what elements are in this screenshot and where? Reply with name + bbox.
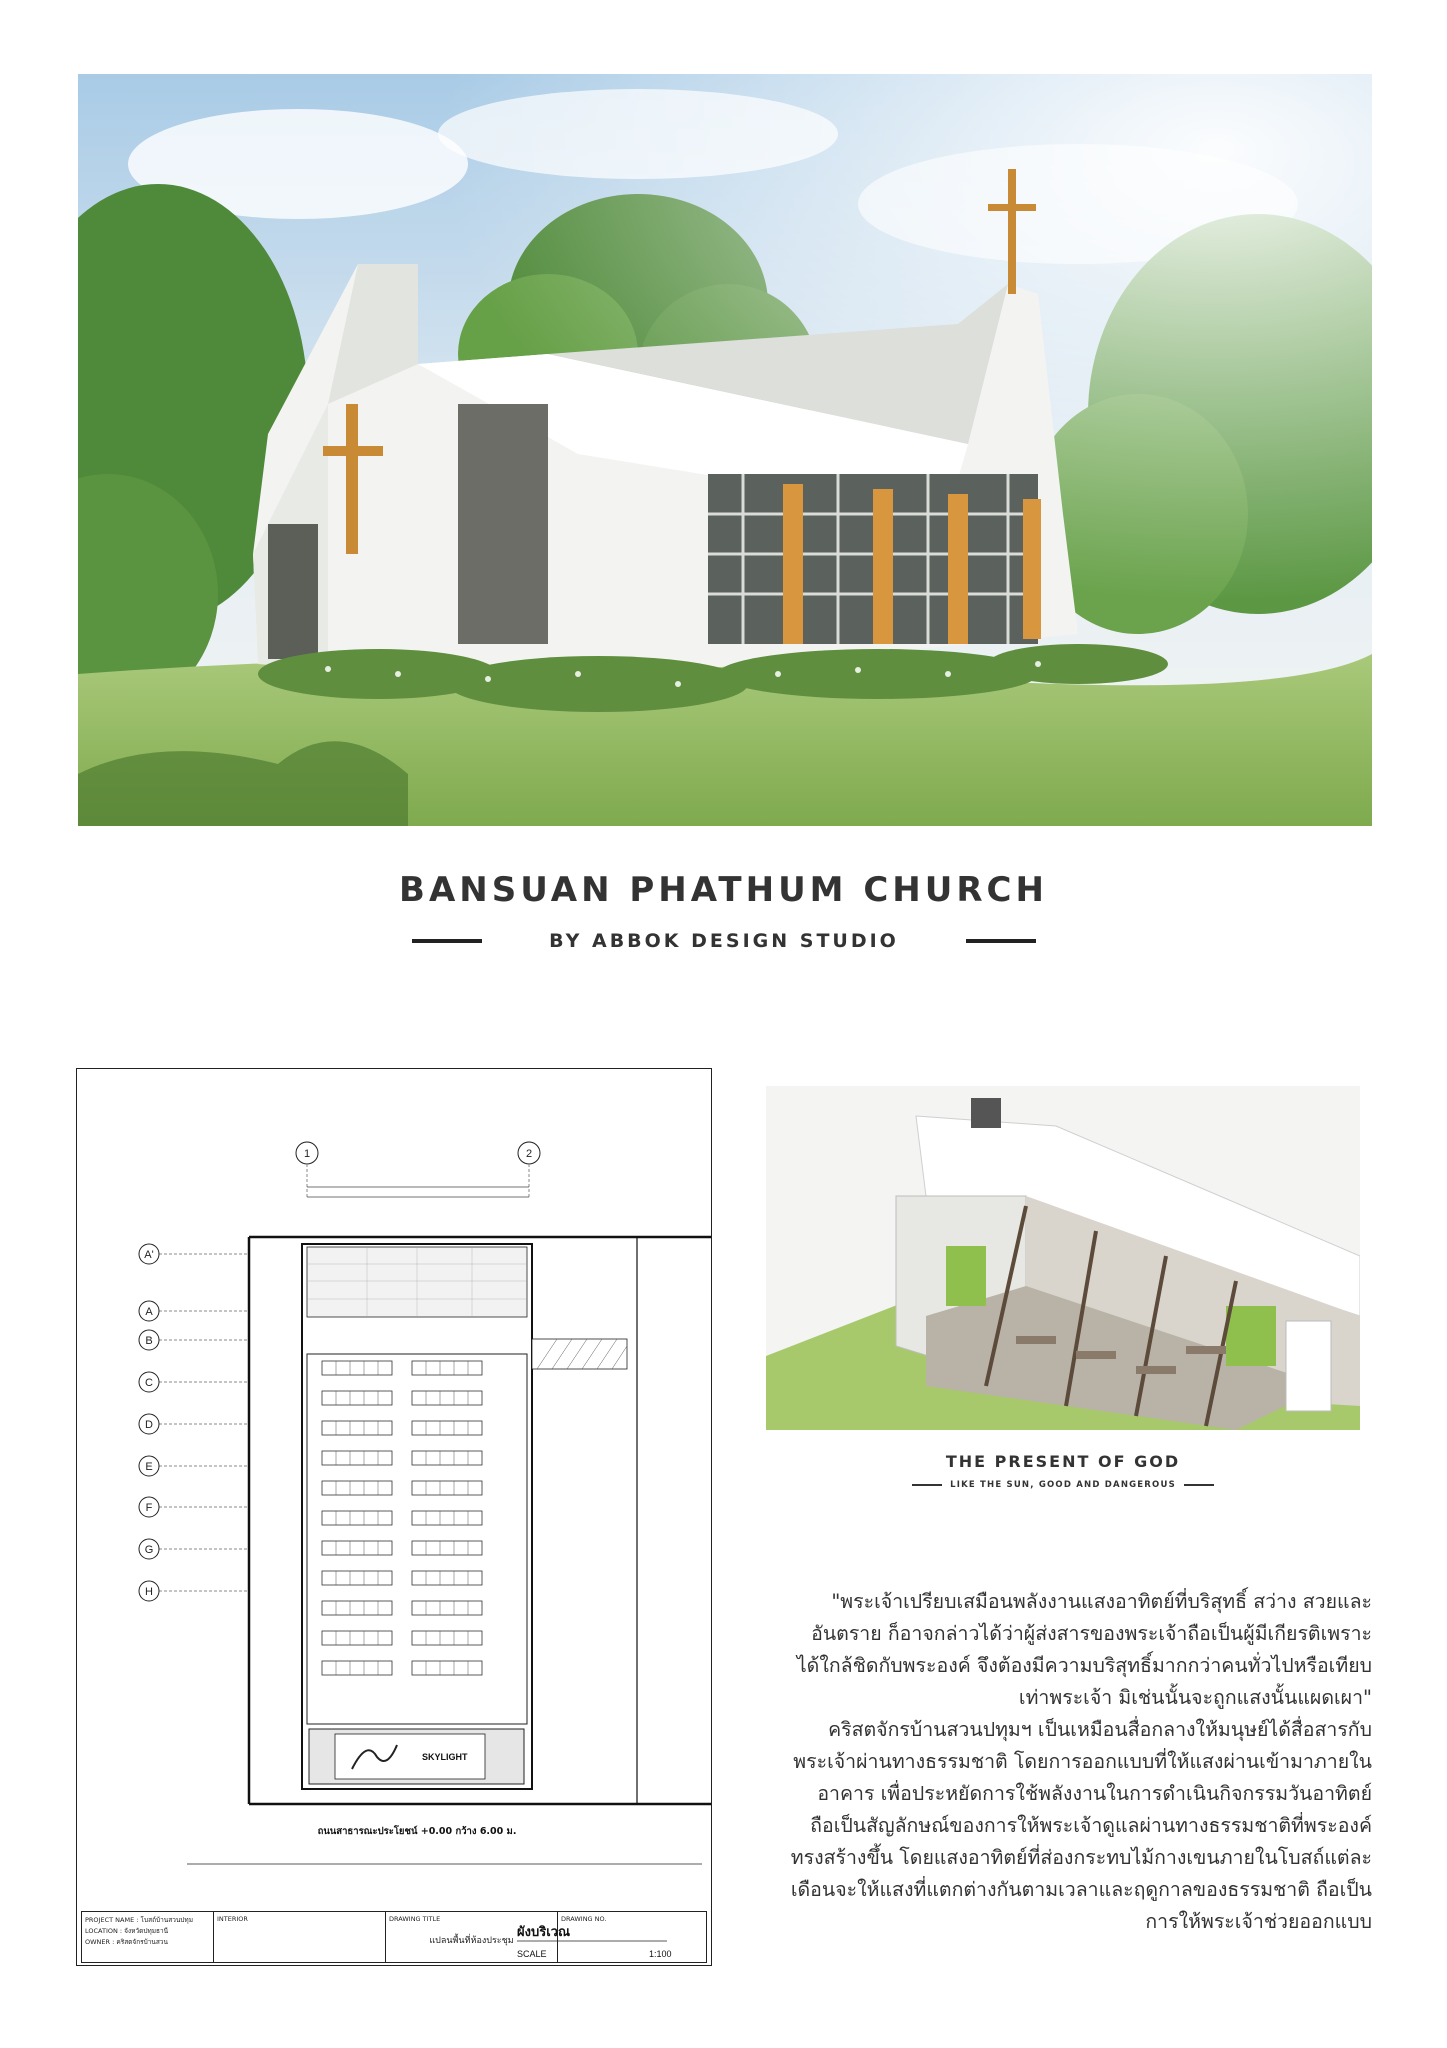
pew [322,1361,392,1375]
subtitle-row [412,926,1036,956]
scale-label: SCALE [517,1949,547,1959]
sheet-title: แปลนพื้นที่ห้องประชุม [429,1936,514,1946]
pew [412,1451,482,1465]
title-block [81,1911,707,1963]
pew [322,1391,392,1405]
paragraph-line: เดือนจะให้แสงที่แตกต่างกันตามเวลาและฤดูกาลของธรรมชาติ ถือเป็น [790,1878,1372,1901]
quote-line: ได้ใกล้ชิดกับพระองค์ จึงต้องมีความบริสุทธิ์มากกว่าคนทั่วไปหรือเทียบ [796,1654,1372,1677]
divider-left-small [912,1484,942,1486]
section-perspective-image [766,1086,1360,1430]
section-title: THE PRESENT OF GOD [945,1452,1181,1471]
drawing-title-label: DRAWING TITLE [389,1915,441,1923]
pew [412,1511,482,1525]
quote-line: อันตราย ก็อาจกล่าวได้ว่าผู้ส่งสารของพระเจ้าถือเป็นผู้มีเกียรติเพราะ [811,1622,1372,1645]
pew [322,1541,392,1555]
plan-title: ผังบริเวณ [517,1925,571,1940]
pew [412,1541,482,1555]
grid-row-5 [139,1456,249,1476]
skylight-label: SKYLIGHT [422,1752,468,1762]
pew [412,1481,482,1495]
grid-row-1 [139,1301,249,1321]
svg-text:F: F [145,1502,153,1514]
pew [322,1451,392,1465]
divider-left [412,939,482,943]
paragraph-line: อาคาร เพื่อประหยัดการใช้พลังงานในการดำเนินกิจกรรมวันอาทิตย์ [817,1782,1372,1805]
svg-text:B: B [145,1335,153,1347]
interior-label: INTERIOR [217,1915,248,1923]
paragraph-line: ถือเป็นสัญลักษณ์ของการให้พระเจ้าดูแลผ่านทางธรรมชาติที่พระองค์ [810,1814,1372,1837]
grid-column-2 [518,1142,540,1164]
divider-right-small [1184,1484,1214,1486]
page-title: BANSUAN PHATHUM CHURCH [399,870,1048,910]
svg-text:H: H [145,1586,153,1598]
paragraph-line: การให้พระเจ้าช่วยออกแบบ [1145,1910,1372,1933]
divider-right [966,939,1036,943]
pew [322,1631,392,1645]
grid-row-4 [139,1414,249,1434]
svg-text:1: 1 [303,1148,311,1160]
paragraph-line: คริสตจักรบ้านสวนปทุมฯ เป็นเหมือนสื่อกลางให้มนุษย์ได้สื่อสารกับ [828,1718,1372,1741]
pew [412,1391,482,1405]
pew [322,1481,392,1495]
grid-row-3 [139,1372,249,1392]
grid-row-0 [139,1244,249,1264]
pew [322,1511,392,1525]
paragraph-line: พระเจ้าผ่านทางธรรมชาติ โดยการออกแบบที่ให้แสงผ่านเข้ามาภายใน [793,1750,1372,1773]
drawing-no-label: DRAWING NO. [561,1915,607,1923]
pew [322,1601,392,1615]
svg-text:A': A' [144,1249,154,1261]
pew [412,1421,482,1435]
grid-column-1 [296,1142,318,1164]
svg-text:A: A [145,1306,153,1318]
grid-row-8 [139,1581,249,1601]
svg-text:G: G [144,1544,154,1556]
scale-value: 1:100 [649,1949,672,1959]
body-text [770,1586,1372,1938]
svg-text:E: E [145,1461,153,1473]
project-location: LOCATION : จังหวัดปทุมธานี [85,1927,169,1935]
project-info [82,1912,214,1962]
project-owner: OWNER : คริสตจักรบ้านสวน [85,1938,168,1946]
road-note: ถนนสาธารณะประโยชน์ +0.00 กว้าง 6.00 ม. [317,1826,517,1837]
section-subtitle: LIKE THE SUN, GOOD AND DANGEROUS [950,1480,1176,1490]
paragraph-line: ทรงสร้างขึ้น โดยแสงอาทิตย์ที่ส่องกระทบไม้กางเขนภายในโบสถ์แต่ละ [790,1846,1372,1869]
pew [412,1601,482,1615]
pew [412,1661,482,1675]
grid-row-7 [139,1539,249,1559]
drawing-title-box [386,1912,558,1962]
section-subtitle-row [912,1478,1214,1492]
svg-text:2: 2 [525,1148,533,1160]
pew [412,1631,482,1645]
pew [412,1361,482,1375]
pew [322,1571,392,1585]
floor-plan-drawing [76,1068,712,1966]
pew [322,1661,392,1675]
svg-text:C: C [145,1377,153,1389]
pew [322,1421,392,1435]
svg-text:D: D [145,1419,153,1431]
quote-line: "พระเจ้าเปรียบเสมือนพลังงานแสงอาทิตย์ที่บริสุทธิ์ สว่าง สวยและ [831,1590,1372,1613]
project-name: PROJECT NAME : โบสถ์บ้านสวนปทุม [85,1916,193,1924]
quote-line: เท่าพระเจ้า มิเช่นนั้นจะถูกแสงนั้นแผดเผา" [1018,1686,1372,1709]
grid-row-2 [139,1330,249,1350]
drawing-no-box [558,1912,706,1962]
pew [412,1571,482,1585]
page-subtitle: BY ABBOK DESIGN STUDIO [549,930,899,952]
church-rendering-image [78,74,1372,826]
grid-row-6 [139,1497,249,1517]
interior-box [214,1912,386,1962]
